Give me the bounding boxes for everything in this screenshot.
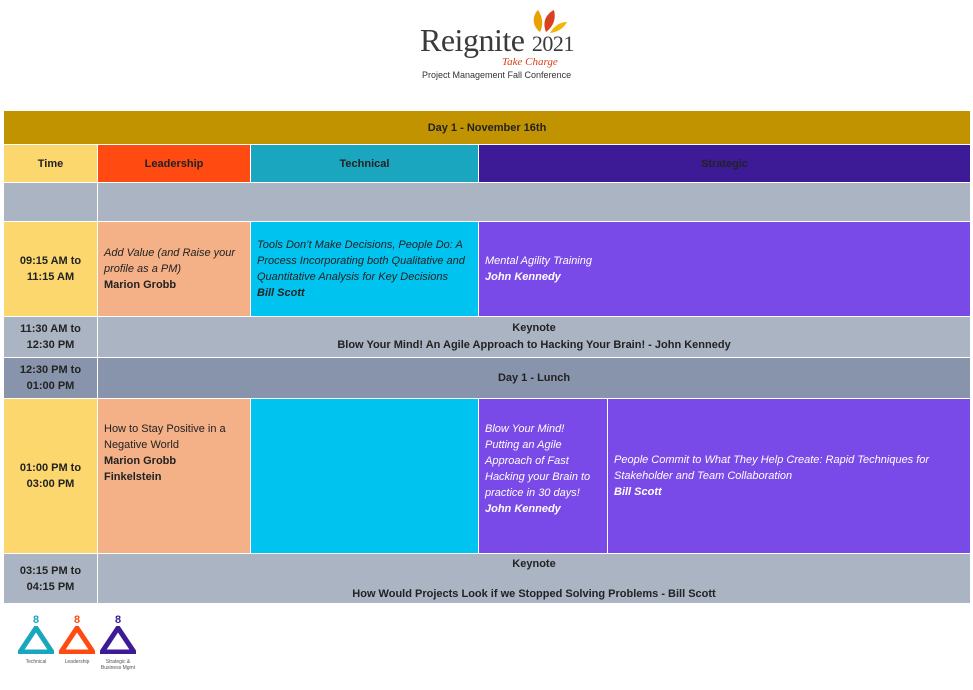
- session-speaker: John Kennedy: [485, 503, 561, 515]
- session-title: Blow Your Mind! Putting an Agile Approach of Fast Hacking your Brain to practice in 30 days!: [485, 423, 591, 499]
- time-cell: 01:00 PM to 03:00 PM: [4, 399, 98, 554]
- time-cell: 09:15 AM to 11:15 AM: [4, 222, 98, 317]
- session-speaker: John Kennedy: [485, 271, 561, 283]
- triangle-icon: [18, 626, 54, 654]
- session-leadership: [98, 222, 251, 317]
- session-speaker: Finkelstein: [104, 471, 162, 483]
- time-cell: 03:15 PM to 04:15 PM: [4, 554, 98, 604]
- session-strategic: [479, 222, 971, 317]
- session-strategic-a: [479, 399, 608, 554]
- logo-wordmark: Reignite 2021: [420, 22, 574, 58]
- session-title: People Commit to What They Help Create: Rapid Techniques for Stakeholder and Team Collaboration: [614, 454, 930, 482]
- header-leadership: Leadership: [98, 145, 251, 183]
- triangle-icon: [59, 626, 95, 654]
- day-banner: Day 1 - November 16th: [4, 111, 971, 145]
- session-speaker: Marion Grobb: [104, 279, 177, 291]
- session-technical-empty: [251, 399, 479, 554]
- session-leadership: [98, 399, 251, 554]
- track-logo-leadership: 8 Leadership: [59, 614, 95, 674]
- session-speaker: Marion Grobb: [104, 455, 177, 467]
- header-time: Time: [4, 145, 98, 183]
- keynote-label: Keynote: [512, 322, 556, 334]
- session-technical: [251, 222, 479, 317]
- session-title: Tools Don’t Make Decisions, People Do: A Process Incorporating both Qualitative and Quantitative Analysis for Key Decisions: [257, 239, 465, 283]
- session-speaker: Bill Scott: [257, 287, 305, 299]
- logo-subtitle: Project Management Fall Conference: [422, 70, 572, 80]
- track-logo-technical: 8 Technical: [18, 614, 54, 674]
- empty-time-cell: [4, 183, 98, 222]
- keynote-title: Blow Your Mind! An Agile Approach to Hacking Your Brain! - John Kennedy: [337, 339, 731, 351]
- logo-tagline: Take Charge: [502, 56, 558, 68]
- time-cell: 12:30 PM to 01:00 PM: [4, 358, 98, 399]
- session-title: Add Value (and Raise your profile as a PM): [104, 247, 236, 275]
- track-logo-strategic: 8 Strategic & Business Mgmt: [100, 614, 136, 671]
- time-cell: 11:30 AM to 12:30 PM: [4, 317, 98, 358]
- conference-logo: [418, 8, 574, 88]
- keynote-title: How Would Projects Look if we Stopped Solving Problems - Bill Scott: [352, 588, 716, 600]
- session-strategic-b: [608, 399, 971, 554]
- keynote-cell: [98, 554, 971, 604]
- schedule-table: [3, 110, 971, 604]
- header-strategic: Strategic: [479, 145, 971, 183]
- triangle-icon: [100, 626, 136, 654]
- empty-row: [98, 183, 971, 222]
- session-speaker: Bill Scott: [614, 486, 662, 498]
- keynote-label: Keynote: [512, 558, 556, 570]
- session-title: How to Stay Positive in a Negative World: [104, 423, 226, 451]
- keynote-cell: [98, 317, 971, 358]
- lunch-cell: Day 1 - Lunch: [98, 358, 971, 399]
- header-technical: Technical: [251, 145, 479, 183]
- session-title: Mental Agility Training: [485, 255, 592, 267]
